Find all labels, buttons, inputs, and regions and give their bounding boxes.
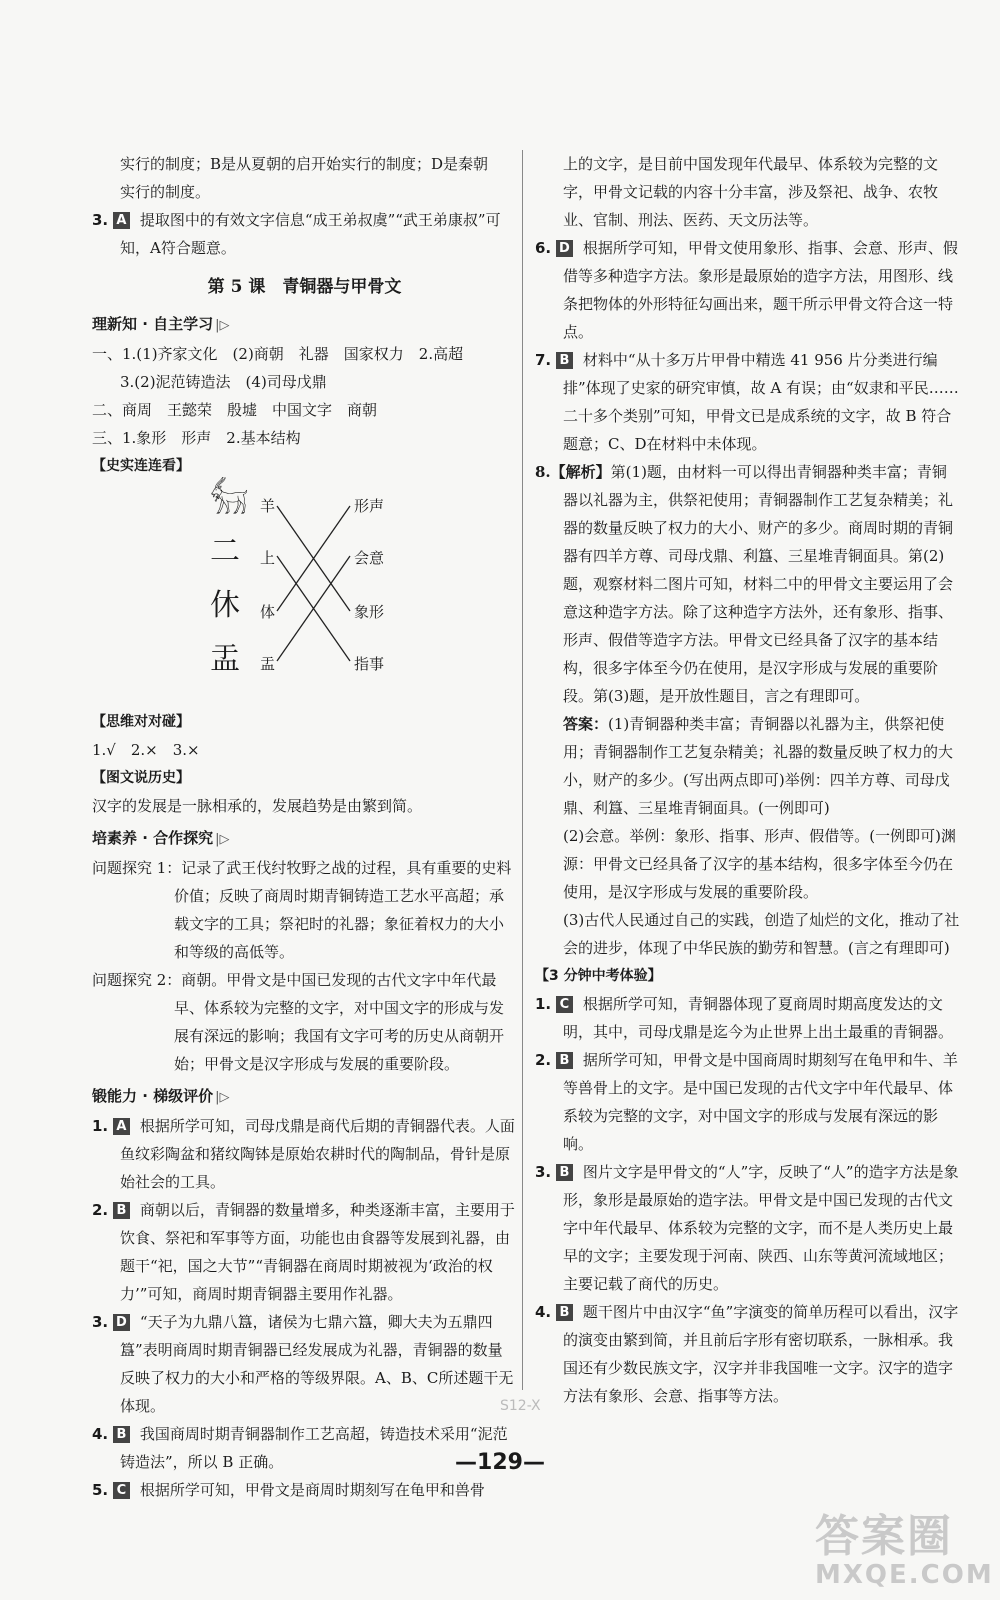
watermark-url: MXQE.COM [815,1560,994,1590]
item-number: 2. [535,1051,552,1069]
text-line: 一、1.(1)齐家文化 (2)商朝 礼器 国家权力 2.高超 [92,345,464,363]
answer-box: B [556,1304,573,1321]
sub-heading: 【史实连连看】 [92,458,190,474]
arrow-icon: |▷ [215,832,230,847]
item-text: 图片文字是甲骨文的“人”字，反映了“人”的造字方法是象形，象形是最原始的造字法。甲骨文是中国已发现的古代文字中年代最早、体系较为完整的文字，而不是人类历史上最早的文字；主要发现于河南、陕西、山东等黄河流域地区；主要记载了商代的历史。 [563,1163,959,1293]
item-text: 我国商周时期青铜器制作工艺高超，铸造技术采用“泥范铸造法”，所以 B 正确。 [120,1425,508,1471]
answer-box: A [113,212,130,229]
item-number: 2. [92,1201,109,1219]
left-column [92,150,517,1504]
match-right-label: 指事 [354,655,385,673]
arrow-icon: |▷ [215,318,230,333]
match-right-label: 象形 [354,603,385,621]
answer-item [535,346,960,458]
text-line: 实行的制度。 [120,183,211,201]
answer-item [92,206,517,262]
text-line: 上的文字，是目前中国发现年代最早、体系较为完整的文字，甲骨文记载的内容十分丰富，涉及祭祀、战争、农牧业、官制、刑法、医药、天文历法等。 [563,155,939,229]
answer-item [92,1308,517,1420]
answer-box: D [556,240,573,257]
answer-box: D [113,1314,130,1331]
answer-box: C [113,1482,130,1499]
sub-heading: 【思维对对碰】 [92,714,190,730]
answer-box: B [113,1426,130,1443]
answer-item [92,1112,517,1196]
section-title: 理新知 · 自主学习 [92,315,214,333]
text-line: 二、商周 王懿荣 殷墟 中国文字 商朝 [92,401,378,419]
item-text: 根据所学可知，青铜器体现了夏商周时期高度发达的文明，其中，司母戊鼎是迄今为止世界上出土最重的青铜器。 [563,995,954,1041]
text-line: (2)会意。举例：象形、指事、形声、假借等。(一例即可)渊源：甲骨文已经具备了汉字的基本结构，很多字体至今仍在使用，是汉字形成与发展的重要阶段。 [563,827,956,901]
right-column [535,150,960,1410]
item-text: 题干图片中由汉字“鱼”字演变的简单历程可以看出，汉字的演变由繁到简，并且前后字形有密切联系，一脉相承。我国还有少数民族文字，汉字并非我国唯一文字。汉字的造字方法有象形、会意、指事等方法。 [563,1303,959,1405]
item-text: 提取图中的有效文字信息“成王弟叔虞”“武王弟康叔”可知，A符合题意。 [120,211,501,257]
section-heading [92,1082,517,1112]
oracle-glyph: 休 [210,588,240,623]
answer-item [535,1298,960,1410]
item-number: 4. [535,1303,552,1321]
text-line: 实行的制度；B是从夏朝的启开始实行的制度；D是秦朝 [120,155,489,173]
watermark-title: 答案圈 [815,1511,953,1562]
watermark-logo [815,1500,994,1590]
answer-block [535,710,960,822]
item-text: 材料中“从十多万片甲骨中精选 41 956 片分类进行编排”体现了史家的研究审慎，故 A 有误；由“奴隶和平民……二十多个类别”可知，甲骨文已是成系统的文字，故 B 符合题意；C、D在材料中未体现。 [563,351,959,453]
match-left-label: 羊 [260,497,276,515]
answer-item [535,1046,960,1158]
item-text: “天子为九鼎八簋，诸侯为七鼎六簋，卿大夫为五鼎四簋”表明商周时期青铜器已经发展成为礼器，青铜器的数量反映了权力的大小和严格的等级界限。A、B、C所述题干无体现。 [120,1313,514,1415]
answer-box: A [113,1118,130,1135]
matching-diagram [92,480,517,704]
text-line: 3.(2)泥范铸造法 (4)司母戊鼎 [120,373,327,391]
item-number: 4. [92,1425,109,1443]
section-heading [92,824,517,854]
arrow-icon: |▷ [215,1090,230,1105]
match-left-label: 上 [260,549,276,567]
lesson-title: 第 5 课 青铜器与甲骨文 [207,277,402,297]
item-text: 根据所学可知，司母戊鼎是商代后期的青铜器代表。人面鱼纹彩陶盆和猪纹陶钵是原始农耕时代的陶制品，骨针是原始社会的工具。 [120,1117,515,1191]
sub-heading: 【图文说历史】 [92,770,190,786]
item-text: 根据所学可知，甲骨文使用象形、指事、会意、形声、假借等多种造字方法。象形是最原始的造字方法，用图形、线条把物体的外形特征勾画出来，题干所示甲骨文符合这一特点。 [563,239,958,341]
oracle-glyph: 盂 [210,642,240,677]
item-text: 第(1)题，由材料一可以得出青铜器种类丰富；青铜器以礼器为主，供祭祀使用；青铜器制作工艺复杂精美；礼器的数量反映了权力的大小、财产的多少。商周时期的青铜器有四羊方尊、司母戊鼎、利簋、三星堆青铜面具。第(2)题，观察材料二图片可知，材料二中的甲骨文主要运用了会意这种造字方法。除了这种造字方法外，还有象形、指事、形声、假借等造字方法。甲骨文已经具备了汉字的基本结构，很多字体至今仍在使用，是汉字形成与发展的重要阶段。第(3)题，是开放性题目，言之有理即可。 [563,463,954,705]
answer-item [535,990,960,1046]
oracle-glyph: 𓃶 [210,480,249,515]
match-left-label: 体 [260,603,276,621]
answer-box: B [556,1052,573,1069]
item-number: 3. [535,1163,552,1181]
inquiry-item: 问题探究 2：商朝。甲骨文是中国已发现的古代文字中年代最早、体系较为完整的文字，对中国文字的形成与发展有深远的影响；我国有文字可考的历史从商朝开始；甲骨文是汉字形成与发展的重要阶段。 [92,971,505,1073]
match-right-label: 形声 [354,497,385,515]
page-code: S12-X [500,1398,541,1414]
answer-item [535,1158,960,1298]
item-number: 1. [535,995,552,1013]
item-number: 5. [92,1481,109,1499]
answer-item [92,1476,517,1504]
item-text: 商朝以后，青铜器的数量增多，种类逐渐丰富，主要用于饮食、祭祀和军事等方面，功能也由食器等发展到礼器，由题干“祀，国之大节”“青铜器在商周时期被视为‘政治的权力’”可知，商周时期青铜器主要用作礼器。 [120,1201,515,1303]
item-number: 6. [535,239,552,257]
item-number: 7. [535,351,552,369]
text-line: 1.√ 2.× 3.× [92,741,200,759]
answer-box: C [556,996,573,1013]
answer-item [535,234,960,346]
text-line: 汉字的发展是一脉相承的，发展趋势是由繁到简。 [92,797,423,815]
match-left-label: 盂 [260,655,276,673]
answer-label: 答案： [563,715,609,733]
sub-heading: 【3 分钟中考体验】 [535,968,662,984]
analysis-item [535,458,960,710]
inquiry-item: 问题探究 1：记录了武王伐纣牧野之战的过程，具有重要的史料价值；反映了商周时期青铜铸造工艺水平高超；承载文字的工具；祭祀时的礼器；象征着权力的大小和等级的高低等。 [92,859,512,961]
item-number: 3. [92,211,109,229]
oracle-glyph: 二 [210,534,240,569]
text-line: (3)古代人民通过自己的实践，创造了灿烂的文化，推动了社会的进步，体现了中华民族的勤劳和智慧。(言之有理即可) [563,911,960,957]
analysis-label: 8.【解析】 [535,463,611,481]
answer-box: B [556,352,573,369]
answer-box: B [556,1164,573,1181]
section-title: 培素养 · 合作探究 [92,829,214,847]
text-line: 三、1.象形 形声 2.基本结构 [92,429,301,447]
item-number: 1. [92,1117,109,1135]
answer-item [92,1196,517,1308]
item-text: (1)青铜器种类丰富；青铜器以礼器为主，供祭祀使用；青铜器制作工艺复杂精美；礼器的数量反映了权力的大小，财产的多少。(写出两点即可)举例：四羊方尊、司母戊鼎、利簋、三星堆青铜面具。(一例即可) [563,715,954,817]
matching-lines [92,480,392,704]
item-number: 3. [92,1313,109,1331]
page-number: —129— [455,1450,545,1475]
section-title: 锻能力 · 梯级评价 [92,1087,214,1105]
section-heading [92,310,517,340]
item-text: 根据所学可知，甲骨文是商周时期刻写在龟甲和兽骨 [139,1481,485,1499]
item-text: 据所学可知，甲骨文是中国商周时期刻写在龟甲和牛、羊等兽骨上的文字。是中国已发现的古代文字中年代最早、体系较为完整的文字，对中国文字的形成与发展有深远的影响。 [563,1051,958,1153]
column-divider [522,150,523,1390]
match-right-label: 会意 [354,549,385,567]
answer-box: B [113,1202,130,1219]
